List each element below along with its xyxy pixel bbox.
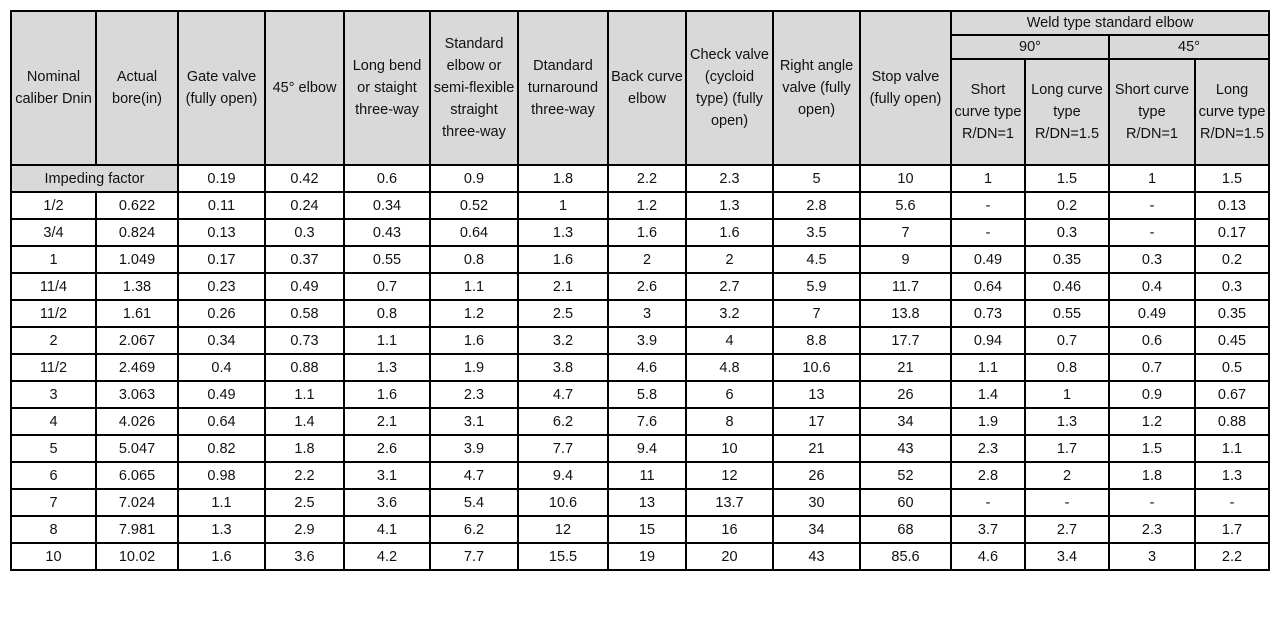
table-cell: 4.7 xyxy=(430,462,518,489)
table-cell: 0.5 xyxy=(1195,354,1269,381)
table-cell: 10 xyxy=(686,435,773,462)
table-cell: 16 xyxy=(686,516,773,543)
table-cell: 1.3 xyxy=(1025,408,1109,435)
table-cell: 26 xyxy=(860,381,951,408)
table-cell: 0.64 xyxy=(951,273,1025,300)
table-cell: 1.2 xyxy=(1109,408,1195,435)
table-cell: 9.4 xyxy=(518,462,608,489)
table-header xyxy=(11,11,1269,165)
table-cell: 0.3 xyxy=(1025,219,1109,246)
table-cell: 0.26 xyxy=(178,300,265,327)
table-cell: 0.13 xyxy=(178,219,265,246)
table-cell: 2.3 xyxy=(430,381,518,408)
header-check-valve: Check valve (cycloid type) (fully open) xyxy=(686,11,773,165)
table-cell: 5.8 xyxy=(608,381,686,408)
table-cell: 1/2 xyxy=(11,192,96,219)
table-cell: 11.7 xyxy=(860,273,951,300)
table-cell: 0.49 xyxy=(951,246,1025,273)
table-cell: 2.2 xyxy=(608,165,686,192)
header-standard-turnaround: Dtandard turnaround three-way xyxy=(518,11,608,165)
table-cell: 2 xyxy=(11,327,96,354)
table-cell: 0.34 xyxy=(178,327,265,354)
table-cell: 85.6 xyxy=(860,543,951,570)
table-cell: 2.5 xyxy=(518,300,608,327)
table-cell: 0.52 xyxy=(430,192,518,219)
table-cell: 0.8 xyxy=(344,300,430,327)
table-cell: 0.6 xyxy=(344,165,430,192)
table-cell: 8 xyxy=(686,408,773,435)
table-cell: 1 xyxy=(1109,165,1195,192)
table-cell: 4.8 xyxy=(686,354,773,381)
table-cell: 3.1 xyxy=(430,408,518,435)
table-cell: 17.7 xyxy=(860,327,951,354)
table-cell: 1.3 xyxy=(1195,462,1269,489)
table-cell: 12 xyxy=(686,462,773,489)
table-cell: 13 xyxy=(773,381,860,408)
table-cell: 0.3 xyxy=(1195,273,1269,300)
table-cell: 2.9 xyxy=(265,516,344,543)
table-cell: 0.64 xyxy=(430,219,518,246)
table-cell: 1.61 xyxy=(96,300,178,327)
table-cell: 6.2 xyxy=(430,516,518,543)
table-cell: 0.24 xyxy=(265,192,344,219)
table-row xyxy=(11,273,1269,300)
table-cell: 43 xyxy=(773,543,860,570)
table-cell: 0.23 xyxy=(178,273,265,300)
table-cell: 1.2 xyxy=(608,192,686,219)
table-cell: 2.7 xyxy=(1025,516,1109,543)
table-cell: 7 xyxy=(860,219,951,246)
table-cell: 0.64 xyxy=(178,408,265,435)
table-cell: 1 xyxy=(951,165,1025,192)
table-cell: 2.1 xyxy=(518,273,608,300)
table-cell: 0.4 xyxy=(1109,273,1195,300)
table-cell: 15.5 xyxy=(518,543,608,570)
table-cell: 34 xyxy=(773,516,860,543)
table-cell: 10.6 xyxy=(518,489,608,516)
table-cell: 43 xyxy=(860,435,951,462)
table-cell: 0.2 xyxy=(1025,192,1109,219)
table-cell: 3 xyxy=(11,381,96,408)
table-cell: 2 xyxy=(686,246,773,273)
table-cell: 34 xyxy=(860,408,951,435)
header-90-long-curve: Long curve type R/DN=1.5 xyxy=(1025,59,1109,165)
table-cell: 1.4 xyxy=(951,381,1025,408)
table-cell: 7.7 xyxy=(518,435,608,462)
header-nominal-caliber: Nominal caliber Dnin xyxy=(11,11,96,165)
pipe-fitting-resistance-table xyxy=(10,10,1270,571)
table-cell: 3.6 xyxy=(344,489,430,516)
table-cell: 0.73 xyxy=(265,327,344,354)
table-cell: 1.8 xyxy=(265,435,344,462)
table-cell: 0.824 xyxy=(96,219,178,246)
table-cell: 2.469 xyxy=(96,354,178,381)
table-body xyxy=(11,165,1269,570)
table-cell: 2.8 xyxy=(951,462,1025,489)
table-cell: 21 xyxy=(773,435,860,462)
table-row xyxy=(11,516,1269,543)
table-cell: 1.9 xyxy=(951,408,1025,435)
table-cell: 0.88 xyxy=(1195,408,1269,435)
table-cell: - xyxy=(951,219,1025,246)
table-cell: 1.5 xyxy=(1195,165,1269,192)
table-cell: 6 xyxy=(11,462,96,489)
table-cell: 0.94 xyxy=(951,327,1025,354)
table-cell: 1 xyxy=(518,192,608,219)
table-cell: 6.2 xyxy=(518,408,608,435)
table-cell: 52 xyxy=(860,462,951,489)
table-cell: 1.1 xyxy=(265,381,344,408)
table-cell: 2.3 xyxy=(686,165,773,192)
table-cell: 10.6 xyxy=(773,354,860,381)
table-cell: 1.8 xyxy=(1109,462,1195,489)
table-cell: 5 xyxy=(773,165,860,192)
table-cell: 5.4 xyxy=(430,489,518,516)
table-cell: 4.6 xyxy=(608,354,686,381)
table-cell: 1.7 xyxy=(1195,516,1269,543)
table-cell: 0.45 xyxy=(1195,327,1269,354)
table-cell: - xyxy=(1195,489,1269,516)
table-cell: 1.1 xyxy=(1195,435,1269,462)
table-cell: 3.6 xyxy=(265,543,344,570)
header-45-short-curve: Short curve type R/DN=1 xyxy=(1109,59,1195,165)
table-cell: 1 xyxy=(1025,381,1109,408)
header-standard-elbow: Standard elbow or semi-flexible straight three-way xyxy=(430,11,518,165)
table-cell: 1.6 xyxy=(430,327,518,354)
table-cell: 1.9 xyxy=(430,354,518,381)
table-cell: 4.7 xyxy=(518,381,608,408)
table-cell: 0.7 xyxy=(344,273,430,300)
table-cell: 1.049 xyxy=(96,246,178,273)
header-45-elbow: 45° elbow xyxy=(265,11,344,165)
table-row xyxy=(11,246,1269,273)
table-cell: 3.1 xyxy=(344,462,430,489)
table-cell: 7 xyxy=(773,300,860,327)
table-cell: 26 xyxy=(773,462,860,489)
table-cell: 0.49 xyxy=(1109,300,1195,327)
table-cell: 60 xyxy=(860,489,951,516)
table-cell: 1.6 xyxy=(178,543,265,570)
table-cell: - xyxy=(951,192,1025,219)
table-cell: 0.9 xyxy=(430,165,518,192)
table-cell: 3.2 xyxy=(518,327,608,354)
table-cell: 0.98 xyxy=(178,462,265,489)
table-cell: 1.3 xyxy=(518,219,608,246)
table-cell: 1.1 xyxy=(951,354,1025,381)
table-cell: 9.4 xyxy=(608,435,686,462)
table-cell: 0.8 xyxy=(430,246,518,273)
table-cell: 6 xyxy=(686,381,773,408)
table-cell: 0.3 xyxy=(265,219,344,246)
table-cell: 3.8 xyxy=(518,354,608,381)
table-cell: 5.6 xyxy=(860,192,951,219)
table-cell: 10 xyxy=(860,165,951,192)
table-cell: - xyxy=(1109,489,1195,516)
table-cell: 4.1 xyxy=(344,516,430,543)
table-cell: 0.8 xyxy=(1025,354,1109,381)
table-cell: 11/2 xyxy=(11,300,96,327)
impeding-factor-row xyxy=(11,165,1269,192)
table-cell: 4.6 xyxy=(951,543,1025,570)
table-cell: 3.5 xyxy=(773,219,860,246)
table-cell: 0.42 xyxy=(265,165,344,192)
table-cell: 0.46 xyxy=(1025,273,1109,300)
table-cell: 0.37 xyxy=(265,246,344,273)
header-stop-valve: Stop valve (fully open) xyxy=(860,11,951,165)
table-cell: 0.82 xyxy=(178,435,265,462)
table-cell: 1.2 xyxy=(430,300,518,327)
table-cell: 11/4 xyxy=(11,273,96,300)
table-cell: 13.8 xyxy=(860,300,951,327)
table-cell: 5 xyxy=(11,435,96,462)
table-cell: 20 xyxy=(686,543,773,570)
table-cell: 3/4 xyxy=(11,219,96,246)
table-cell: 12 xyxy=(518,516,608,543)
table-cell: 1.3 xyxy=(686,192,773,219)
table-cell: 11/2 xyxy=(11,354,96,381)
table-cell: 1.1 xyxy=(430,273,518,300)
table-cell: 0.49 xyxy=(265,273,344,300)
table-cell: 0.2 xyxy=(1195,246,1269,273)
table-cell: 1.8 xyxy=(518,165,608,192)
table-cell: 0.58 xyxy=(265,300,344,327)
table-cell: 10 xyxy=(11,543,96,570)
table-cell: 3.7 xyxy=(951,516,1025,543)
table-row xyxy=(11,327,1269,354)
table-cell: 0.4 xyxy=(178,354,265,381)
table-cell: 1.1 xyxy=(178,489,265,516)
table-cell: 1.6 xyxy=(518,246,608,273)
table-cell: 15 xyxy=(608,516,686,543)
table-row xyxy=(11,462,1269,489)
table-cell: 1.7 xyxy=(1025,435,1109,462)
table-cell: 17 xyxy=(773,408,860,435)
header-45-long-curve: Long curve type R/DN=1.5 xyxy=(1195,59,1269,165)
table-cell: - xyxy=(1025,489,1109,516)
header-actual-bore: Actual bore(in) xyxy=(96,11,178,165)
table-cell: 4.5 xyxy=(773,246,860,273)
table-cell: 2.8 xyxy=(773,192,860,219)
table-cell: 7.7 xyxy=(430,543,518,570)
header-45-degree: 45° xyxy=(1109,35,1269,59)
header-90-degree: 90° xyxy=(951,35,1109,59)
table-cell: 0.17 xyxy=(1195,219,1269,246)
table-cell: 4 xyxy=(11,408,96,435)
table-cell: 2.6 xyxy=(608,273,686,300)
table-cell: 9 xyxy=(860,246,951,273)
table-cell: 0.55 xyxy=(1025,300,1109,327)
table-cell: 0.6 xyxy=(1109,327,1195,354)
impeding-factor-label: Impeding factor xyxy=(11,165,178,192)
table-row xyxy=(11,300,1269,327)
table-row xyxy=(11,543,1269,570)
table-cell: 1.4 xyxy=(265,408,344,435)
table-cell: 1.5 xyxy=(1109,435,1195,462)
table-cell: 5.9 xyxy=(773,273,860,300)
table-cell: 2.7 xyxy=(686,273,773,300)
table-cell: 2 xyxy=(608,246,686,273)
table-cell: 0.11 xyxy=(178,192,265,219)
table-cell: 1.3 xyxy=(178,516,265,543)
table-cell: 2.2 xyxy=(265,462,344,489)
table-cell: 3 xyxy=(1109,543,1195,570)
table-cell: 21 xyxy=(860,354,951,381)
table-cell: 6.065 xyxy=(96,462,178,489)
table-cell: 0.7 xyxy=(1109,354,1195,381)
table-cell: - xyxy=(1109,219,1195,246)
table-cell: 10.02 xyxy=(96,543,178,570)
table-cell: 0.9 xyxy=(1109,381,1195,408)
table-cell: 0.19 xyxy=(178,165,265,192)
table-cell: - xyxy=(951,489,1025,516)
table-cell: 3 xyxy=(608,300,686,327)
table-row xyxy=(11,381,1269,408)
table-cell: 2.1 xyxy=(344,408,430,435)
table-cell: 13 xyxy=(608,489,686,516)
table-cell: 8.8 xyxy=(773,327,860,354)
table-cell: 0.35 xyxy=(1195,300,1269,327)
table-cell: 0.7 xyxy=(1025,327,1109,354)
table-cell: 8 xyxy=(11,516,96,543)
header-long-bend: Long bend or staight three-way xyxy=(344,11,430,165)
table-cell: 7 xyxy=(11,489,96,516)
table-cell: 0.622 xyxy=(96,192,178,219)
table-cell: 0.67 xyxy=(1195,381,1269,408)
table-row xyxy=(11,489,1269,516)
table-cell: 0.55 xyxy=(344,246,430,273)
table-cell: 0.35 xyxy=(1025,246,1109,273)
table-row xyxy=(11,192,1269,219)
table-cell: 0.88 xyxy=(265,354,344,381)
table-cell: 7.024 xyxy=(96,489,178,516)
table-cell: 19 xyxy=(608,543,686,570)
table-cell: 0.3 xyxy=(1109,246,1195,273)
table-cell: 1 xyxy=(11,246,96,273)
table-cell: 1.3 xyxy=(344,354,430,381)
table-cell: 1.6 xyxy=(608,219,686,246)
table-row xyxy=(11,435,1269,462)
table-cell: 3.9 xyxy=(608,327,686,354)
header-90-short-curve: Short curve type R/DN=1 xyxy=(951,59,1025,165)
table-cell: 0.73 xyxy=(951,300,1025,327)
table-cell: 0.13 xyxy=(1195,192,1269,219)
table-cell: 3.4 xyxy=(1025,543,1109,570)
header-back-curve-elbow: Back curve elbow xyxy=(608,11,686,165)
table-cell: 0.17 xyxy=(178,246,265,273)
header-gate-valve: Gate valve (fully open) xyxy=(178,11,265,165)
table-cell: 11 xyxy=(608,462,686,489)
table-cell: 2.6 xyxy=(344,435,430,462)
table-cell: 1.5 xyxy=(1025,165,1109,192)
table-cell: 0.34 xyxy=(344,192,430,219)
table-cell: 2.2 xyxy=(1195,543,1269,570)
table-cell: 1.38 xyxy=(96,273,178,300)
table-row xyxy=(11,219,1269,246)
table-cell: 3.9 xyxy=(430,435,518,462)
table-cell: 68 xyxy=(860,516,951,543)
table-cell: 3.2 xyxy=(686,300,773,327)
table-cell: 0.43 xyxy=(344,219,430,246)
table-cell: 1.1 xyxy=(344,327,430,354)
table-cell: 4.2 xyxy=(344,543,430,570)
table-cell: - xyxy=(1109,192,1195,219)
table-cell: 7.981 xyxy=(96,516,178,543)
table-cell: 2.5 xyxy=(265,489,344,516)
table-cell: 7.6 xyxy=(608,408,686,435)
table-cell: 3.063 xyxy=(96,381,178,408)
table-cell: 2.3 xyxy=(951,435,1025,462)
table-cell: 30 xyxy=(773,489,860,516)
table-cell: 0.49 xyxy=(178,381,265,408)
header-weld-elbow-group: Weld type standard elbow xyxy=(951,11,1269,35)
table-row xyxy=(11,354,1269,381)
table-cell: 4.026 xyxy=(96,408,178,435)
header-right-angle-valve: Right angle valve (fully open) xyxy=(773,11,860,165)
table-cell: 4 xyxy=(686,327,773,354)
table-row xyxy=(11,408,1269,435)
table-cell: 1.6 xyxy=(686,219,773,246)
table-cell: 5.047 xyxy=(96,435,178,462)
table-cell: 1.6 xyxy=(344,381,430,408)
table-cell: 13.7 xyxy=(686,489,773,516)
table-cell: 2.067 xyxy=(96,327,178,354)
table-cell: 2 xyxy=(1025,462,1109,489)
table-cell: 2.3 xyxy=(1109,516,1195,543)
